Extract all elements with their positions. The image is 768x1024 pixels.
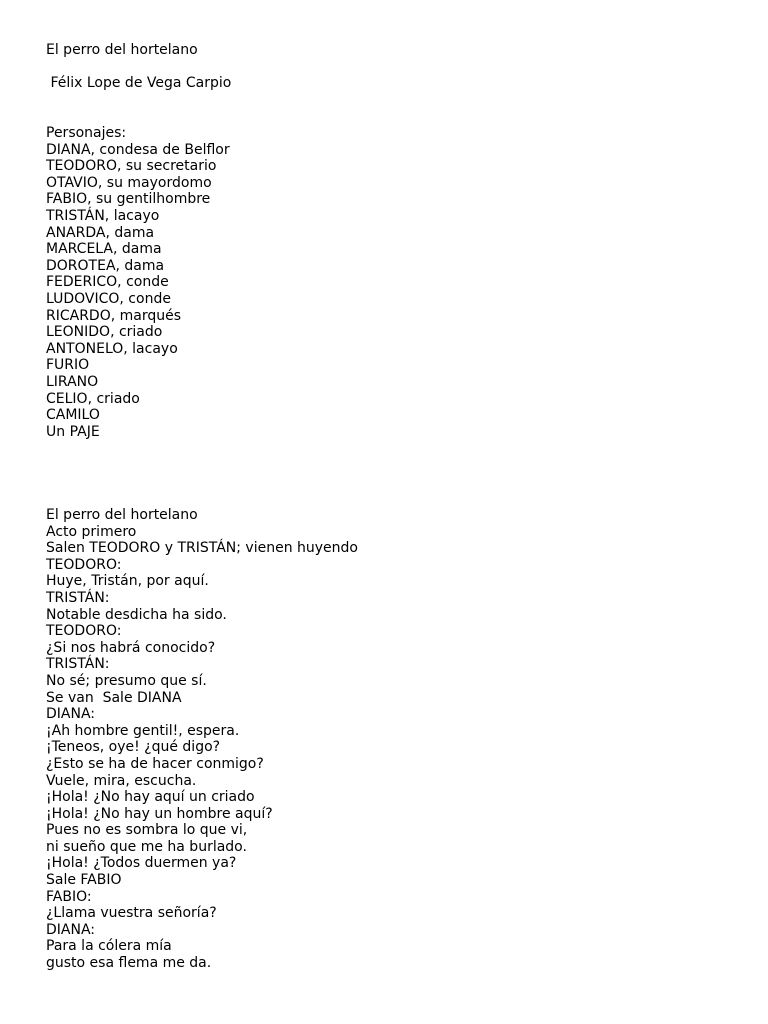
characters-list [46,125,230,440]
dialogue-line: ¡Hola! ¿Todos duermen ya? [46,855,237,872]
play-title: El perro del hortelano [46,507,198,523]
character-item: DOROTEA, dama [46,257,165,274]
dialogue-line: ¡Ah hombre gentil!, espera. [46,722,240,739]
character-item: RICARDO, marqués [46,307,182,324]
dialogue-line: Huye, Tristán, por aquí. [46,573,209,590]
character-item: MARCELA, dama [46,241,162,258]
characters-heading: Personajes: [46,125,127,141]
character-item: FURIO [46,357,90,374]
dialogue-line: ¡Hola! ¿No hay un hombre aquí? [46,805,273,822]
speaker-label: FABIO: [46,888,92,905]
character-item: TEODORO, su secretario [46,158,217,175]
character-item: CELIO, criado [46,390,140,407]
speaker-label: TEODORO: [46,556,122,573]
stage-direction: Sale FABIO [46,872,122,889]
play-text [46,507,358,972]
character-item: ANARDA, dama [46,224,155,241]
dialogue-line: ni sueño que me ha burlado. [46,838,247,855]
speaker-label: TRISTÁN: [46,589,110,606]
dialogue-line: ¿Si nos habrá conocido? [46,639,216,656]
dialogue-line: Vuele, mira, escucha. [46,772,197,789]
dialogue-line: Pues no es sombra lo que vi, [46,822,248,839]
character-item: CAMILO [46,407,100,424]
character-item: Un PAJE [46,423,100,440]
dialogue-line: ¡Hola! ¿No hay aquí un criado [46,789,255,806]
dialogue-line: Notable desdicha ha sido. [46,606,227,623]
character-item: ANTONELO, lacayo [46,340,178,357]
character-item: OTAVIO, su mayordomo [46,174,212,191]
dialogue-line: ¿Esto se ha de hacer conmigo? [46,755,264,772]
character-item: TRISTÁN, lacayo [46,207,160,224]
character-item: FEDERICO, conde [46,274,169,291]
dialogue-line: ¿Llama vuestra señoría? [46,905,217,922]
dialogue-line: Para la cólera mía [46,938,172,955]
document-title: El perro del hortelano [46,42,198,58]
speaker-label: DIANA: [46,921,96,938]
character-item: DIANA, condesa de Belflor [46,141,230,158]
speaker-label: TRISTÁN: [46,656,110,673]
act-heading: Acto primero [46,523,137,540]
dialogue-line: gusto esa flema me da. [46,955,212,972]
character-item: FABIO, su gentilhombre [46,191,211,208]
speaker-label: TEODORO: [46,623,122,640]
speaker-label: DIANA: [46,706,96,723]
stage-direction: Se van Sale DIANA [46,689,182,706]
character-item: LUDOVICO, conde [46,290,171,307]
document-author: Félix Lope de Vega Carpio [46,75,232,91]
character-item: LIRANO [46,373,99,390]
dialogue-line: ¡Teneos, oye! ¿qué digo? [46,739,221,756]
character-item: LEONIDO, criado [46,324,163,341]
dialogue-line: No sé; presumo que sí. [46,672,207,689]
stage-direction: Salen TEODORO y TRISTÁN; vienen huyendo [46,540,358,557]
